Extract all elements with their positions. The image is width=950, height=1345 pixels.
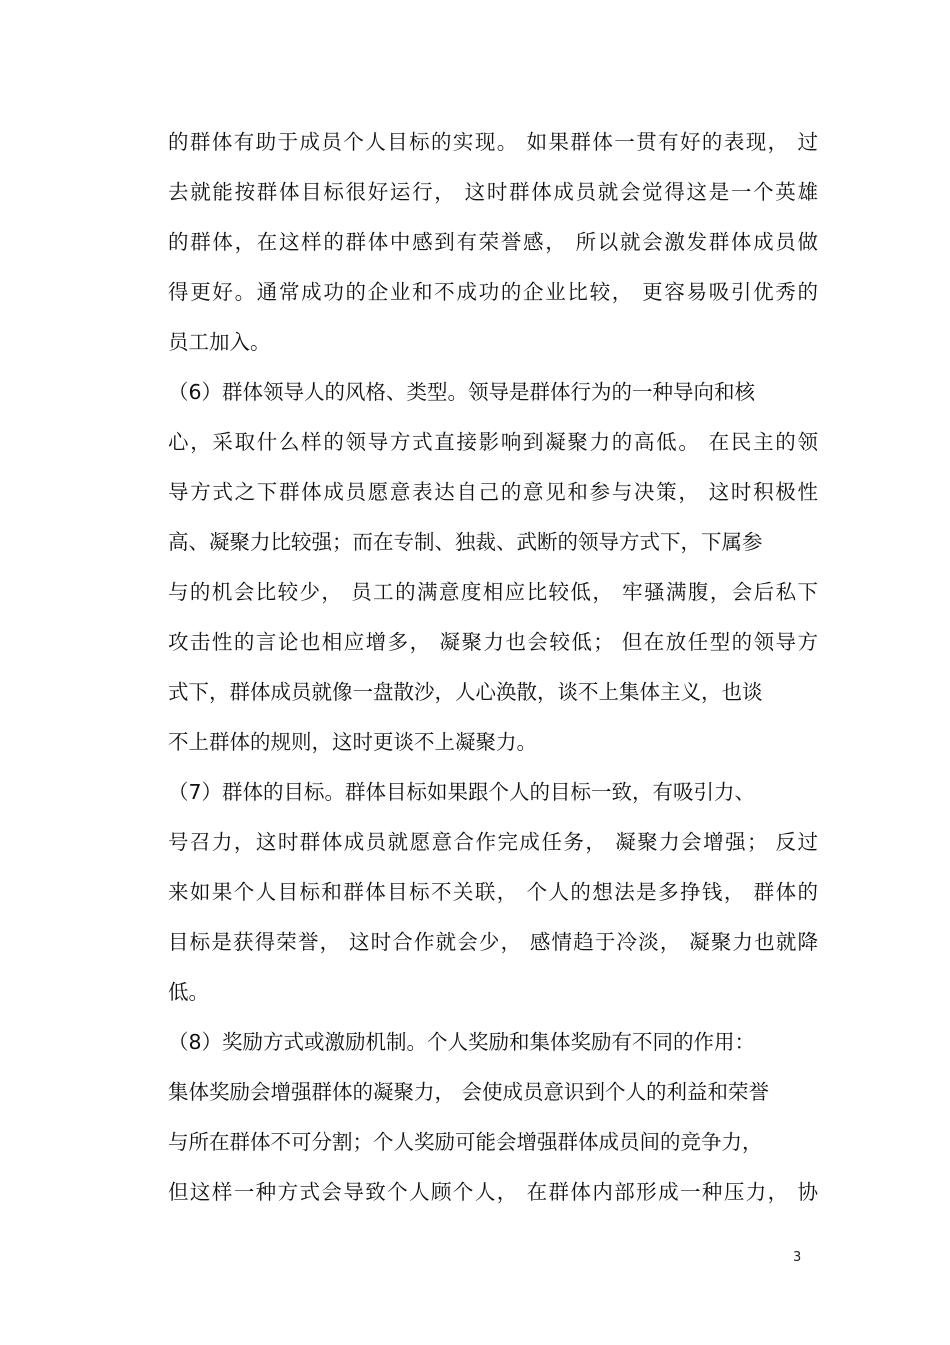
text-line: 号召力，这时群体成员就愿意合作完成任务， 凝聚力会增强； 反过 [168,830,818,854]
text-line: 高、凝聚力比较强；而在专制、独裁、武断的领导方式下，下属参 [168,530,763,554]
text-line: 员工加入。 [168,330,271,354]
text-line: 不上群体的规则，这时更谈不上凝聚力。 [168,730,537,754]
text-line: 的群体，在这样的群体中感到有荣誉感， 所以就会激发群体成员做 [168,230,818,254]
text-line: 心，采取什么样的领导方式直接影响到凝聚力的高低。 在民主的领 [168,430,818,454]
text-line: 得更好。通常成功的企业和不成功的企业比较， 更容易吸引优秀的 [168,280,818,304]
text-line: 目标是获得荣誉， 这时合作就会少， 感情趋于冷淡， 凝聚力也就降 [168,930,818,954]
text-line: 攻击性的言论也相应增多， 凝聚力也会较低； 但在放任型的领导方 [168,630,818,654]
text-line: 低。 [168,980,209,1004]
text-line: 的群体有助于成员个人目标的实现。 如果群体一贯有好的表现， 过 [168,130,818,154]
text-line: 与的机会比较少， 员工的满意度相应比较低， 牢骚满腹，会后私下 [168,580,818,604]
text-line: 来如果个人目标和群体目标不关联， 个人的想法是多挣钱， 群体的 [168,880,818,904]
page-number: 3 [793,1250,802,1265]
text-line: 导方式之下群体成员愿意表达自己的意见和参与决策， 这时积极性 [168,480,818,504]
text-line: 集体奖励会增强群体的凝聚力， 会使成员意识到个人的利益和荣誉 [168,1080,770,1104]
text-line: 与所在群体不可分割；个人奖励可能会增强群体成员间的竞争力， [168,1130,763,1154]
text-line: （8）奖励方式或激励机制。个人奖励和集体奖励有不同的作用： [168,1030,756,1054]
text-line: （7）群体的目标。群体目标如果跟个人的目标一致，有吸引力、 [168,780,756,804]
text-line: 但这样一种方式会导致个人顾个人， 在群体内部形成一种压力， 协 [168,1180,818,1204]
text-line: （6）群体领导人的风格、类型。领导是群体行为的一种导向和核 [168,380,756,404]
text-line: 去就能按群体目标很好运行， 这时群体成员就会觉得这是一个英雄 [168,180,818,204]
text-line: 式下，群体成员就像一盘散沙，人心涣散，谈不上集体主义，也谈 [168,680,763,704]
body-text [168,124,818,1224]
